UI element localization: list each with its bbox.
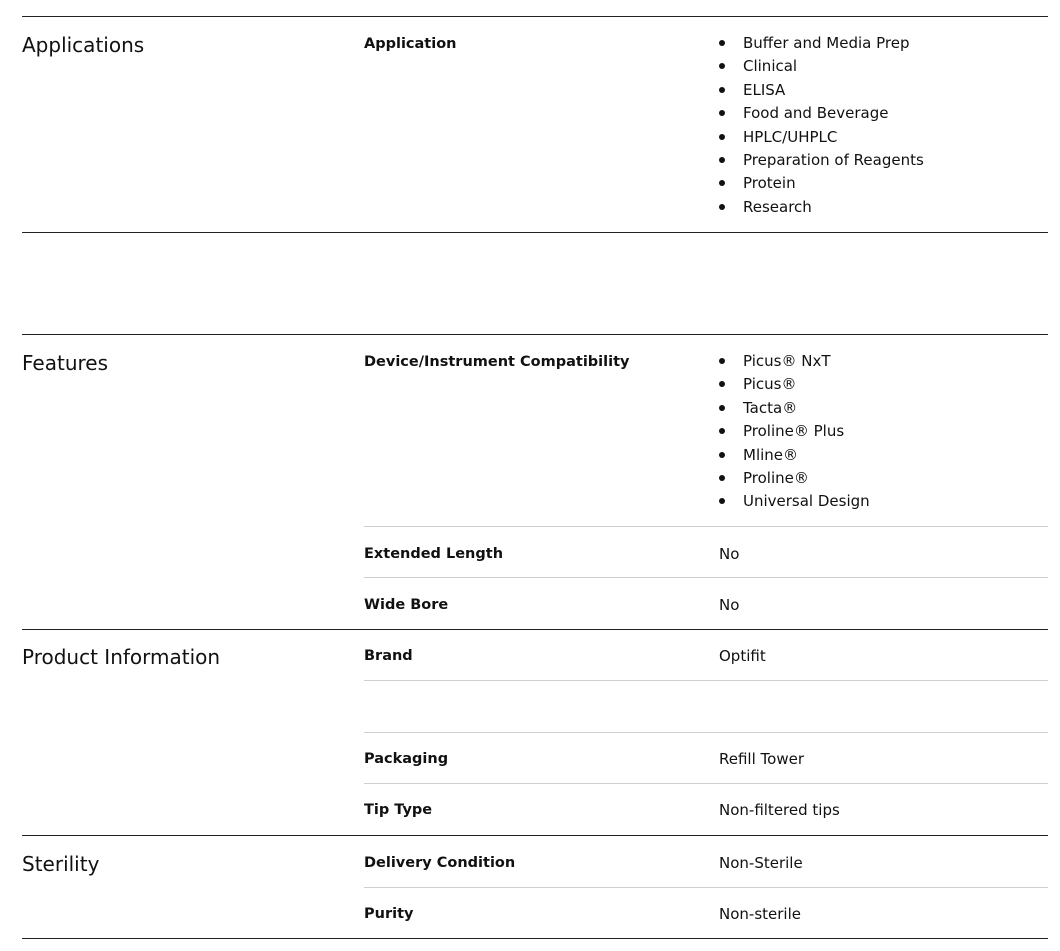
list-item: Picus® NxT <box>719 350 870 373</box>
attribute-name-purity: Purity <box>364 906 414 922</box>
bullet-icon <box>719 110 725 116</box>
bullet-icon <box>719 428 725 434</box>
bullet-icon <box>719 452 725 458</box>
attribute-value-tip-type: Non-filtered tips <box>719 801 840 819</box>
section-title-product-information: Product Information <box>22 645 221 669</box>
attribute-name-packaging: Packaging <box>364 751 449 767</box>
attribute-value-delivery-condition: Non-Sterile <box>719 854 803 872</box>
list-item: Universal Design <box>719 490 870 513</box>
list-item: Protein <box>719 172 924 195</box>
attribute-name-application: Application <box>364 36 457 52</box>
attribute-value-wide-bore: No <box>719 596 740 614</box>
row-divider <box>364 680 1048 681</box>
application-list <box>719 32 924 219</box>
section-title-applications: Applications <box>22 33 145 57</box>
bullet-icon <box>719 63 725 69</box>
attribute-name-tip-type: Tip Type <box>364 802 433 818</box>
attribute-name-brand: Brand <box>364 648 413 664</box>
attribute-value-packaging: Refill Tower <box>719 750 804 768</box>
bullet-icon <box>719 180 725 186</box>
row-divider <box>364 526 1048 527</box>
section-divider <box>22 16 1048 17</box>
list-item: HPLC/UHPLC <box>719 126 924 149</box>
bullet-icon <box>719 157 725 163</box>
section-divider <box>22 835 1048 836</box>
attribute-value-purity: Non-sterile <box>719 905 801 923</box>
list-item: Proline® Plus <box>719 420 870 443</box>
bullet-icon <box>719 134 725 140</box>
attribute-value-brand: Optifit <box>719 647 766 665</box>
row-divider <box>364 783 1048 784</box>
bullet-icon <box>719 87 725 93</box>
list-item: Food and Beverage <box>719 102 924 125</box>
list-item: Picus® <box>719 373 870 396</box>
section-title-features: Features <box>22 351 108 375</box>
list-item: ELISA <box>719 79 924 102</box>
attribute-value-extended-length: No <box>719 545 740 563</box>
section-divider <box>22 629 1048 630</box>
bullet-icon <box>719 358 725 364</box>
section-divider <box>22 232 1048 233</box>
bullet-icon <box>719 498 725 504</box>
section-divider <box>22 334 1048 335</box>
list-item: Proline® <box>719 467 870 490</box>
row-divider <box>364 887 1048 888</box>
bullet-icon <box>719 40 725 46</box>
list-item: Research <box>719 196 924 219</box>
attribute-name-device-compatibility: Device/Instrument Compatibility <box>364 354 630 370</box>
bullet-icon <box>719 381 725 387</box>
attribute-name-delivery-condition: Delivery Condition <box>364 855 516 871</box>
section-divider <box>22 938 1048 939</box>
bullet-icon <box>719 475 725 481</box>
device-compatibility-list <box>719 350 870 514</box>
attribute-name-extended-length: Extended Length <box>364 546 504 562</box>
list-item: Preparation of Reagents <box>719 149 924 172</box>
bullet-icon <box>719 204 725 210</box>
section-title-sterility: Sterility <box>22 852 100 876</box>
list-item: Tacta® <box>719 397 870 420</box>
list-item: Mline® <box>719 444 870 467</box>
list-item: Clinical <box>719 55 924 78</box>
attribute-name-wide-bore: Wide Bore <box>364 597 449 613</box>
row-divider <box>364 577 1048 578</box>
bullet-icon <box>719 405 725 411</box>
list-item: Buffer and Media Prep <box>719 32 924 55</box>
row-divider <box>364 732 1048 733</box>
